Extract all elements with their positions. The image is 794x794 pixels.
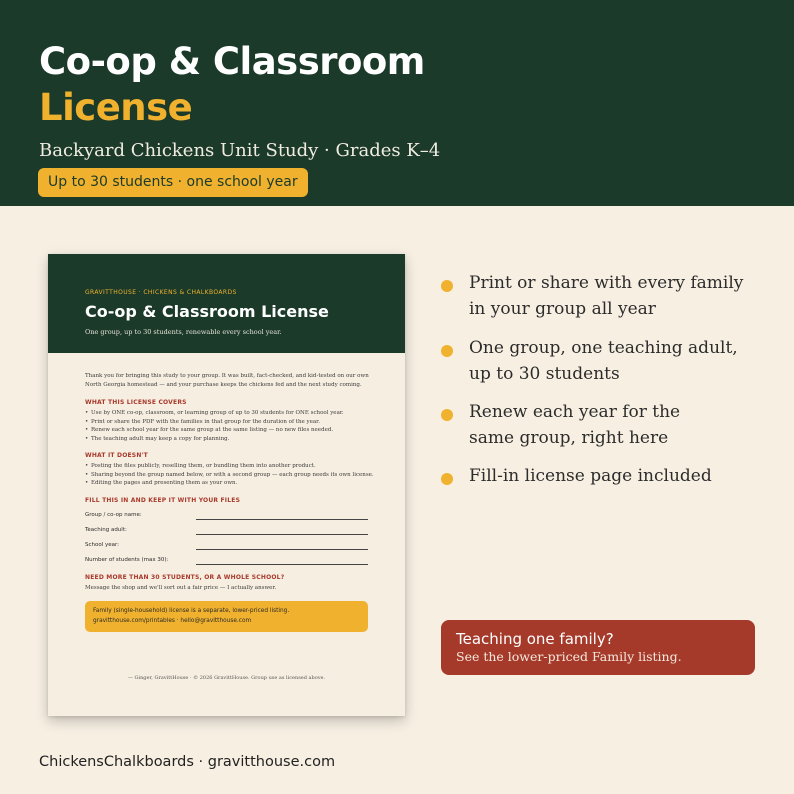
- feature-line: One group, one teaching adult,: [469, 338, 738, 358]
- more-students-text: Message the shop and we'll sort out a fair price — I actually answer.: [85, 584, 277, 591]
- shop-footer: ChickensChalkboards · gravitthouse.com: [39, 754, 336, 770]
- document-title: Co-op & Classroom License: [85, 302, 329, 321]
- not-covered-list: [85, 462, 381, 488]
- section-heading-covers: WHAT THIS LICENSE COVERS: [85, 399, 187, 406]
- covers-list: [85, 409, 381, 443]
- feature-line: in your group all year: [469, 299, 656, 319]
- fill-in-field: [85, 505, 381, 520]
- family-listing-question: Teaching one family?: [456, 630, 614, 648]
- section-heading-not-covered: WHAT IT DOESN'T: [85, 452, 148, 459]
- page-title-accent: License: [39, 86, 193, 129]
- section-heading-more-students: NEED MORE THAN 30 STUDENTS, OR A WHOLE SCHOOL?: [85, 573, 285, 581]
- bullet-dot-icon: [441, 280, 453, 292]
- fill-in-field: [85, 520, 381, 535]
- bullet-dot-icon: [441, 409, 453, 421]
- document-tagline: One group, up to 30 students, renewable every school year.: [85, 328, 282, 336]
- field-line: [196, 544, 368, 550]
- scope-badge: Up to 30 students · one school year: [38, 168, 308, 197]
- feature-line: up to 30 students: [469, 364, 620, 384]
- bullet-dot-icon: [441, 473, 453, 485]
- list-item: • Editing the pages and presenting them as your own.: [85, 479, 381, 488]
- family-listing-card: [441, 620, 755, 675]
- callout-contact: gravitthouse.com/printables · hello@gravitthouse.com: [93, 617, 252, 624]
- section-heading-fill-in: FILL THIS IN AND KEEP IT WITH YOUR FILES: [85, 496, 241, 504]
- feature-line: Renew each year for the: [469, 402, 681, 422]
- list-item: • Print or share the PDF with the families in that group for the duration of the year.: [85, 418, 381, 427]
- license-document-preview: [48, 254, 405, 716]
- field-line: [196, 514, 368, 520]
- document-header: [48, 254, 405, 353]
- list-item: • Renew each school year for the same group at the same listing — no new files needed.: [85, 426, 381, 435]
- page-subtitle: Backyard Chickens Unit Study · Grades K–4: [39, 140, 441, 161]
- family-listing-answer: See the lower-priced Family listing.: [456, 649, 682, 664]
- page-title: Co-op & Classroom: [39, 40, 425, 83]
- field-label: Teaching adult:: [85, 526, 127, 533]
- field-line: [196, 559, 368, 565]
- feature-line: Print or share with every family: [469, 273, 744, 293]
- document-intro: Thank you for bringing this study to your group. It was built, fact-checked, and kid-tested on our own North Georgia homestead — and your purchase keeps the chickens fed and the next study coming.: [85, 373, 369, 388]
- feature-line: same group, right here: [469, 428, 669, 448]
- list-item: • Use by ONE co-op, classroom, or learning group of up to 30 students for ONE school year.: [85, 409, 381, 418]
- document-body: [85, 372, 381, 632]
- document-footer: — Ginger, GravittHouse · © 2026 GravittHouse. Group use as licensed above.: [127, 675, 326, 681]
- field-label: Number of students (max 30):: [85, 556, 169, 563]
- list-item: • Posting the files publicly, reselling them, or bundling them into another product.: [85, 462, 381, 471]
- list-item: • Sharing beyond the group named below, or with a second group — each group needs its own license.: [85, 471, 381, 480]
- header-banner: [0, 0, 794, 206]
- list-item: • The teaching adult may keep a copy for planning.: [85, 435, 381, 444]
- document-brand: GRAVITTHOUSE · CHICKENS & CHALKBOARDS: [85, 289, 237, 296]
- field-label: Group / co-op name:: [85, 511, 142, 518]
- callout-line: Family (single-household) license is a separate, lower-priced listing.: [93, 607, 290, 614]
- feature-line: Fill-in license page included: [469, 466, 712, 486]
- fill-in-field: [85, 550, 381, 565]
- bullet-dot-icon: [441, 345, 453, 357]
- field-line: [196, 529, 368, 535]
- field-label: School year:: [85, 541, 120, 548]
- family-license-callout: [85, 601, 368, 632]
- fill-in-field: [85, 535, 381, 550]
